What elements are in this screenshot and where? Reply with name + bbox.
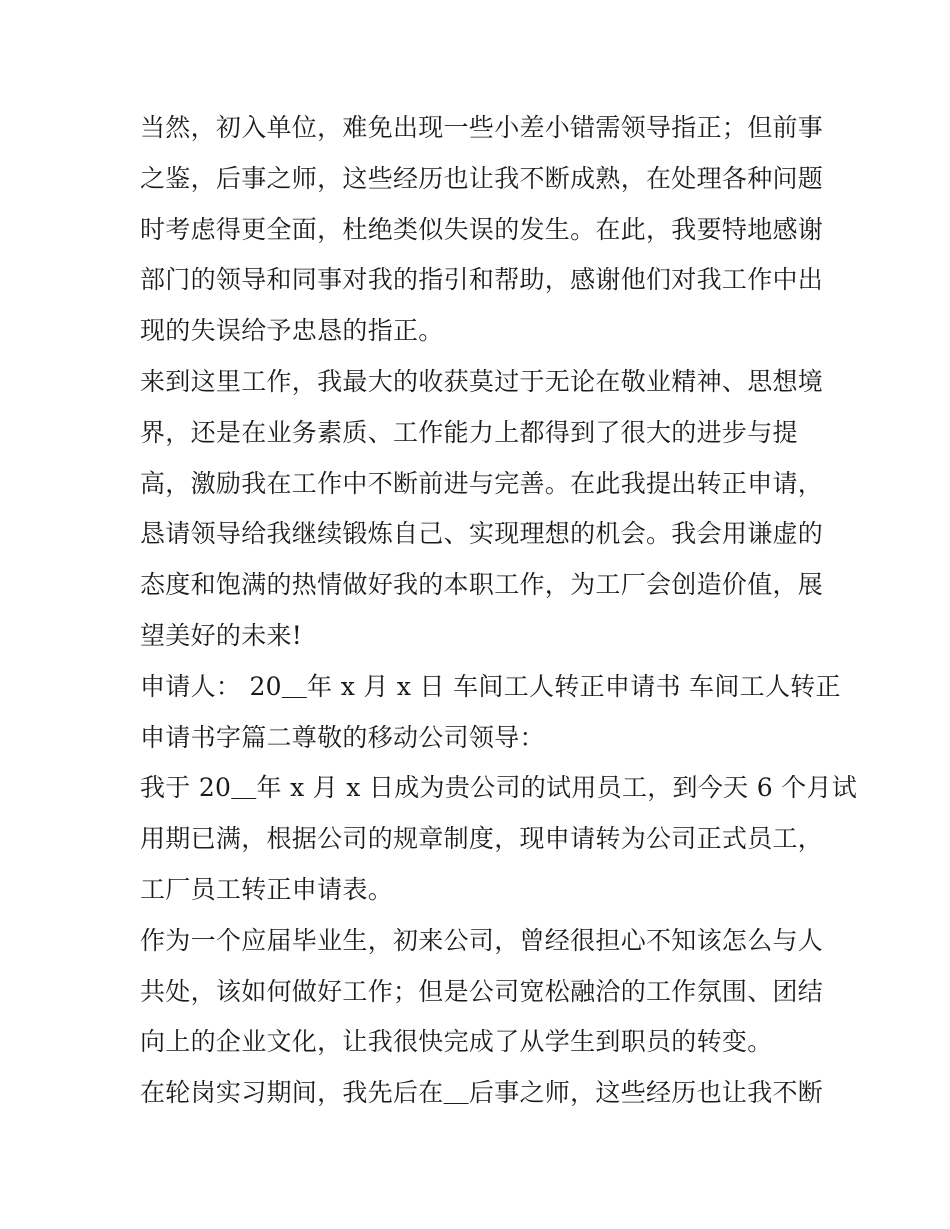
- text-line: 工厂员工转正申请表。: [140, 874, 394, 904]
- text-line: 时考虑得更全面，杜绝类似失误的发生。在此，我要特地感谢: [140, 214, 824, 244]
- text-line: 部门的领导和同事对我的指引和帮助，感谢他们对我工作中出: [140, 265, 824, 295]
- text-line: 申请人： 20＿年 x 月 x 日 车间工人转正申请书 车间工人转正: [140, 671, 841, 701]
- text-line: 之鉴，后事之师，这些经历也让我不断成熟，在处理各种问题: [140, 163, 824, 193]
- paragraph-applicant-signature: [140, 662, 841, 764]
- text-line: 我于 20＿年 x 月 x 日成为贵公司的试用员工，到今天 6 个月试: [140, 773, 858, 803]
- paragraph-rotation-internship: [140, 1068, 824, 1119]
- text-line: 共处，该如何做好工作；但是公司宽松融洽的工作氛围、团结: [140, 976, 824, 1006]
- text-line: 用期已满，根据公司的规章制度，现申请转为公司正式员工，: [140, 824, 824, 854]
- paragraph-mistakes-gratitude: [140, 103, 824, 357]
- text-line: 恳请领导给我继续锻炼自己、实现理想的机会。我会用谦虚的: [140, 519, 824, 549]
- text-line: 作为一个应届毕业生，初来公司，曾经很担心不知该怎么与人: [140, 925, 824, 955]
- paragraph-graduate-transition: [140, 916, 824, 1068]
- text-line: 向上的企业文化，让我很快完成了从学生到职员的转变。: [140, 1027, 773, 1057]
- text-line: 当然，初入单位，难免出现一些小差小错需领导指正；但前事: [140, 113, 824, 142]
- document-body: [140, 103, 858, 1119]
- paragraph-probation-complete: [140, 763, 858, 915]
- text-line: 现的失误给予忠恳的指正。: [140, 316, 444, 346]
- text-line: 申请书字篇二尊敬的移动公司领导：: [140, 722, 545, 752]
- text-line: 界，还是在业务素质、工作能力上都得到了很大的进步与提: [140, 417, 798, 447]
- text-line: 高，激励我在工作中不断前进与完善。在此我提出转正申请，: [140, 468, 824, 498]
- text-line: 在轮岗实习期间，我先后在＿后事之师，这些经历也让我不断: [140, 1078, 824, 1108]
- text-line: 态度和饱满的热情做好我的本职工作，为工厂会创造价值，展: [140, 570, 824, 600]
- paragraph-gains-request: [140, 357, 824, 662]
- text-line: 望美好的未来!: [140, 620, 303, 650]
- text-line: 来到这里工作，我最大的收获莫过于无论在敬业精神、思想境: [140, 366, 824, 396]
